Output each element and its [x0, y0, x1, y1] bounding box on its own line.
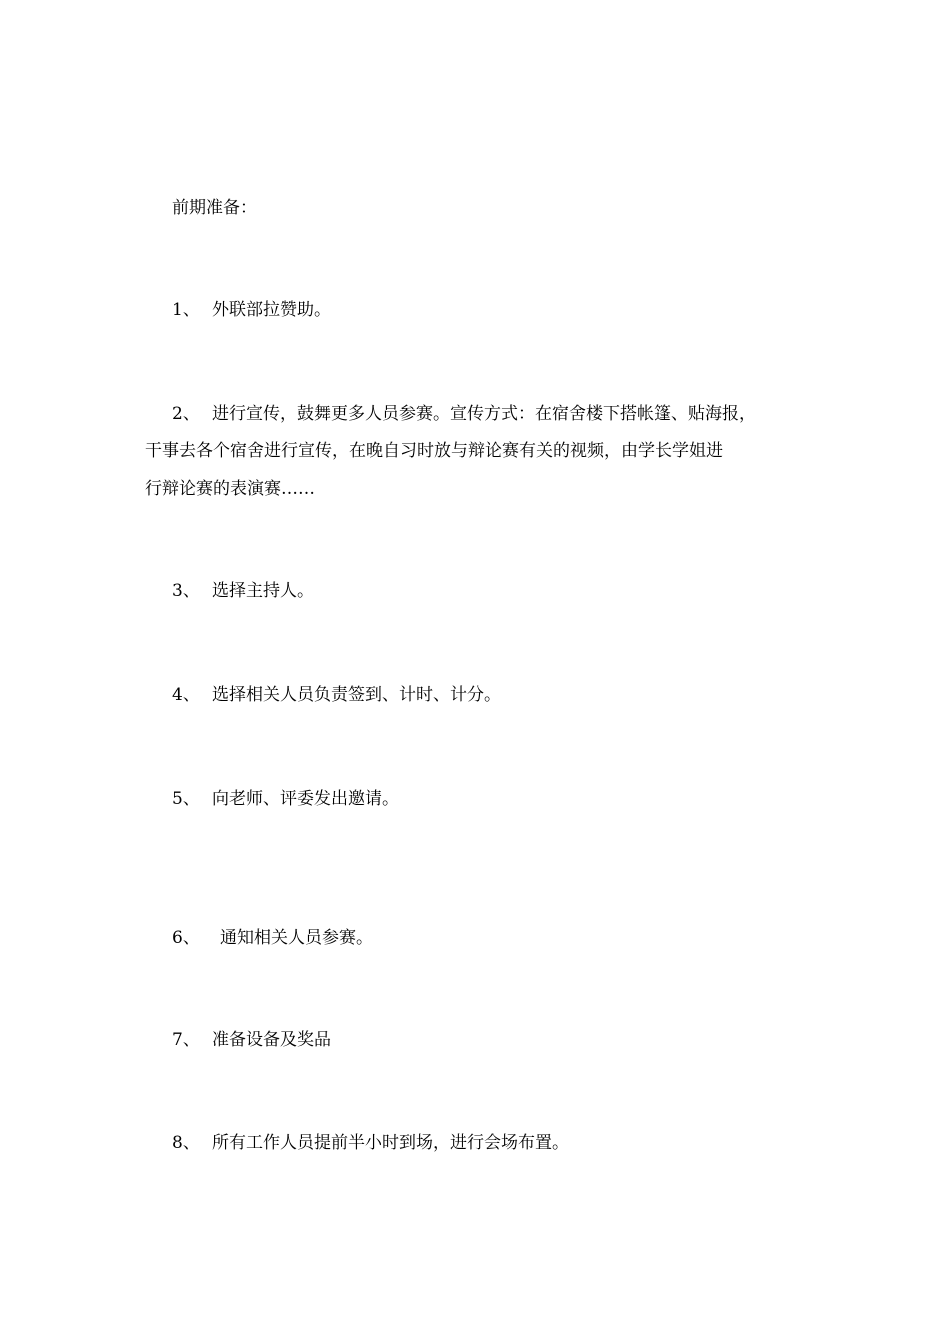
item-number: 8、 [172, 1133, 200, 1153]
item-text: 准备设备及奖品 [212, 1030, 331, 1050]
section-heading: 前期准备： [172, 198, 257, 218]
item-text: 向老师、评委发出邀请。 [212, 789, 399, 809]
item-number: 6、 [172, 928, 200, 948]
item-text: 所有工作人员提前半小时到场，进行会场布置。 [212, 1133, 569, 1153]
item-text: 通知相关人员参赛。 [220, 928, 373, 948]
item-number: 5、 [172, 789, 200, 809]
item-text: 选择主持人。 [212, 581, 314, 601]
item-number: 1、 [172, 300, 200, 320]
item-text: 选择相关人员负责签到、计时、计分。 [212, 685, 501, 705]
item-number: 3、 [172, 581, 200, 601]
item-text: 外联部拉赞助。 [212, 300, 331, 320]
item-number: 2、 [172, 404, 200, 424]
item-text-continuation: 干事去各个宿舍进行宣传，在晚自习时放与辩论赛有关的视频，由学长学姐进 [145, 441, 723, 461]
item-number: 4、 [172, 685, 200, 705]
item-text: 进行宣传，鼓舞更多人员参赛。宣传方式：在宿舍楼下搭帐篷、贴海报， [212, 404, 756, 424]
item-number: 7、 [172, 1030, 200, 1050]
item-text-continuation: 行辩论赛的表演赛…… [145, 479, 315, 499]
